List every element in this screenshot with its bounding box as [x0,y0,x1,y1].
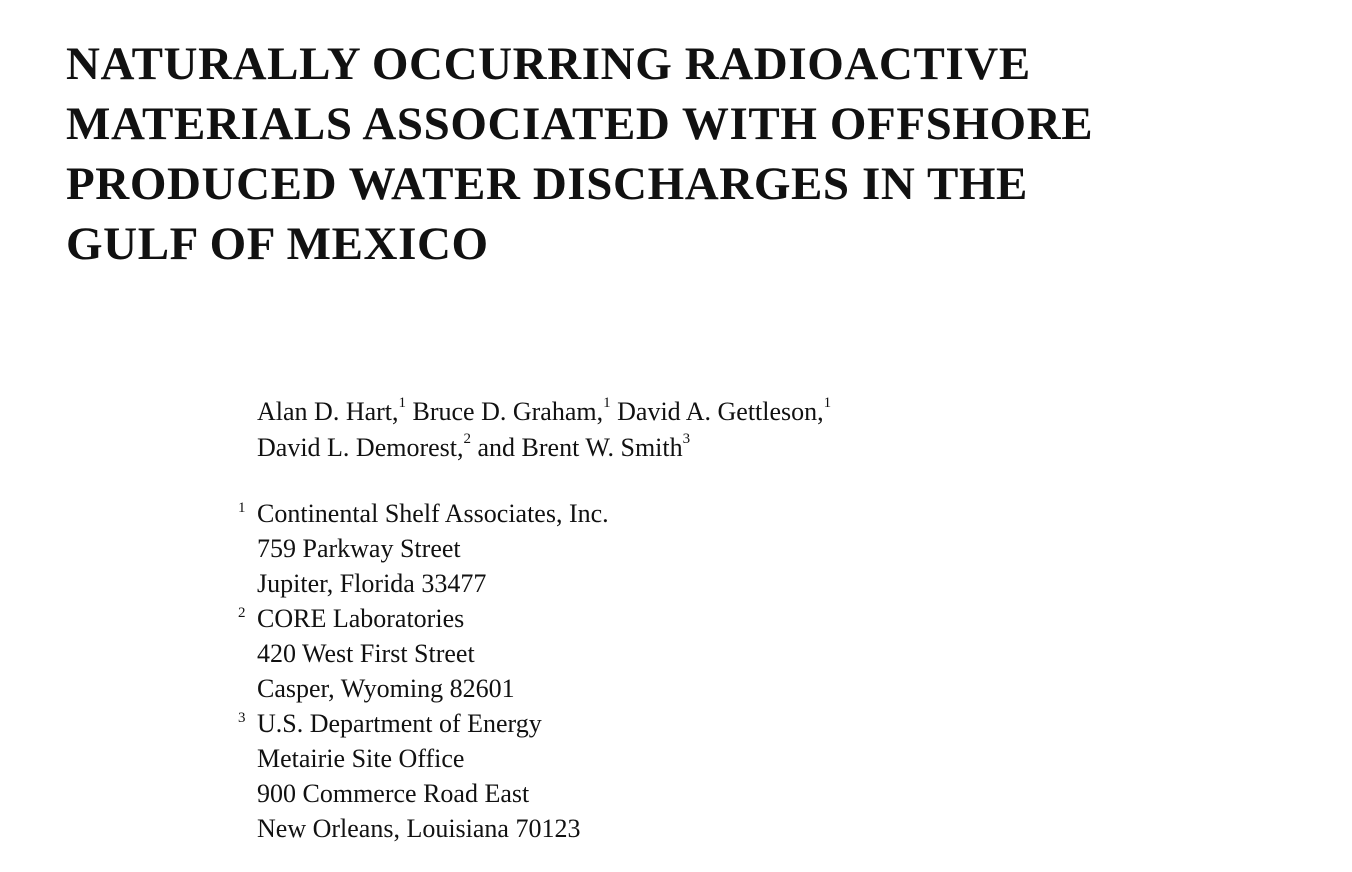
affiliation-line: 900 Commerce Road East [257,779,530,808]
affiliation-line [238,496,609,531]
author-affiliation-mark: 1 [398,395,407,412]
affiliation-line [238,601,609,636]
author-affiliation-mark: 2 [463,431,472,448]
title-line: MATERIALS ASSOCIATED WITH OFFSHORE [66,98,1094,150]
title-line: PRODUCED WATER DISCHARGES IN THE [66,158,1028,210]
author-list [257,394,831,466]
author-affiliation-mark: 1 [823,395,832,412]
affiliation [238,496,609,601]
author-name: David A. Gettleson, [617,397,824,426]
author [257,397,406,426]
affiliation-line: 420 West First Street [257,639,475,668]
author-name: and Brent W. Smith [477,433,683,462]
author-name: Bruce D. Graham, [412,397,604,426]
author-line [257,394,831,430]
affiliation-line: Casper, Wyoming 82601 [257,674,515,703]
affiliation-name: Continental Shelf Associates, Inc. [257,499,609,528]
affiliation-mark: 2 [238,605,246,621]
paper-title [66,34,1326,274]
affiliation-list [238,496,609,846]
title-line: NATURALLY OCCURRING RADIOACTIVE [66,38,1031,90]
author [478,433,691,462]
author [257,433,471,462]
author-name: Alan D. Hart, [257,397,399,426]
affiliation-name: CORE Laboratories [257,604,465,633]
affiliation [238,601,609,706]
author-affiliation-mark: 3 [682,431,691,448]
author-name: David L. Demorest, [257,433,464,462]
affiliation-line [238,706,609,741]
affiliation-line: Jupiter, Florida 33477 [257,569,487,598]
title-line: GULF OF MEXICO [66,218,489,270]
author-line [257,430,831,466]
affiliation-mark: 1 [238,500,246,516]
affiliation-line: 759 Parkway Street [257,534,461,563]
affiliation-mark: 3 [238,710,246,726]
author [617,397,831,426]
affiliation-name: U.S. Department of Energy [257,709,542,738]
affiliation-line: Metairie Site Office [257,744,465,773]
affiliation [238,706,609,846]
author-affiliation-mark: 1 [603,395,611,412]
author [413,397,611,426]
affiliation-line: New Orleans, Louisiana 70123 [257,814,581,843]
